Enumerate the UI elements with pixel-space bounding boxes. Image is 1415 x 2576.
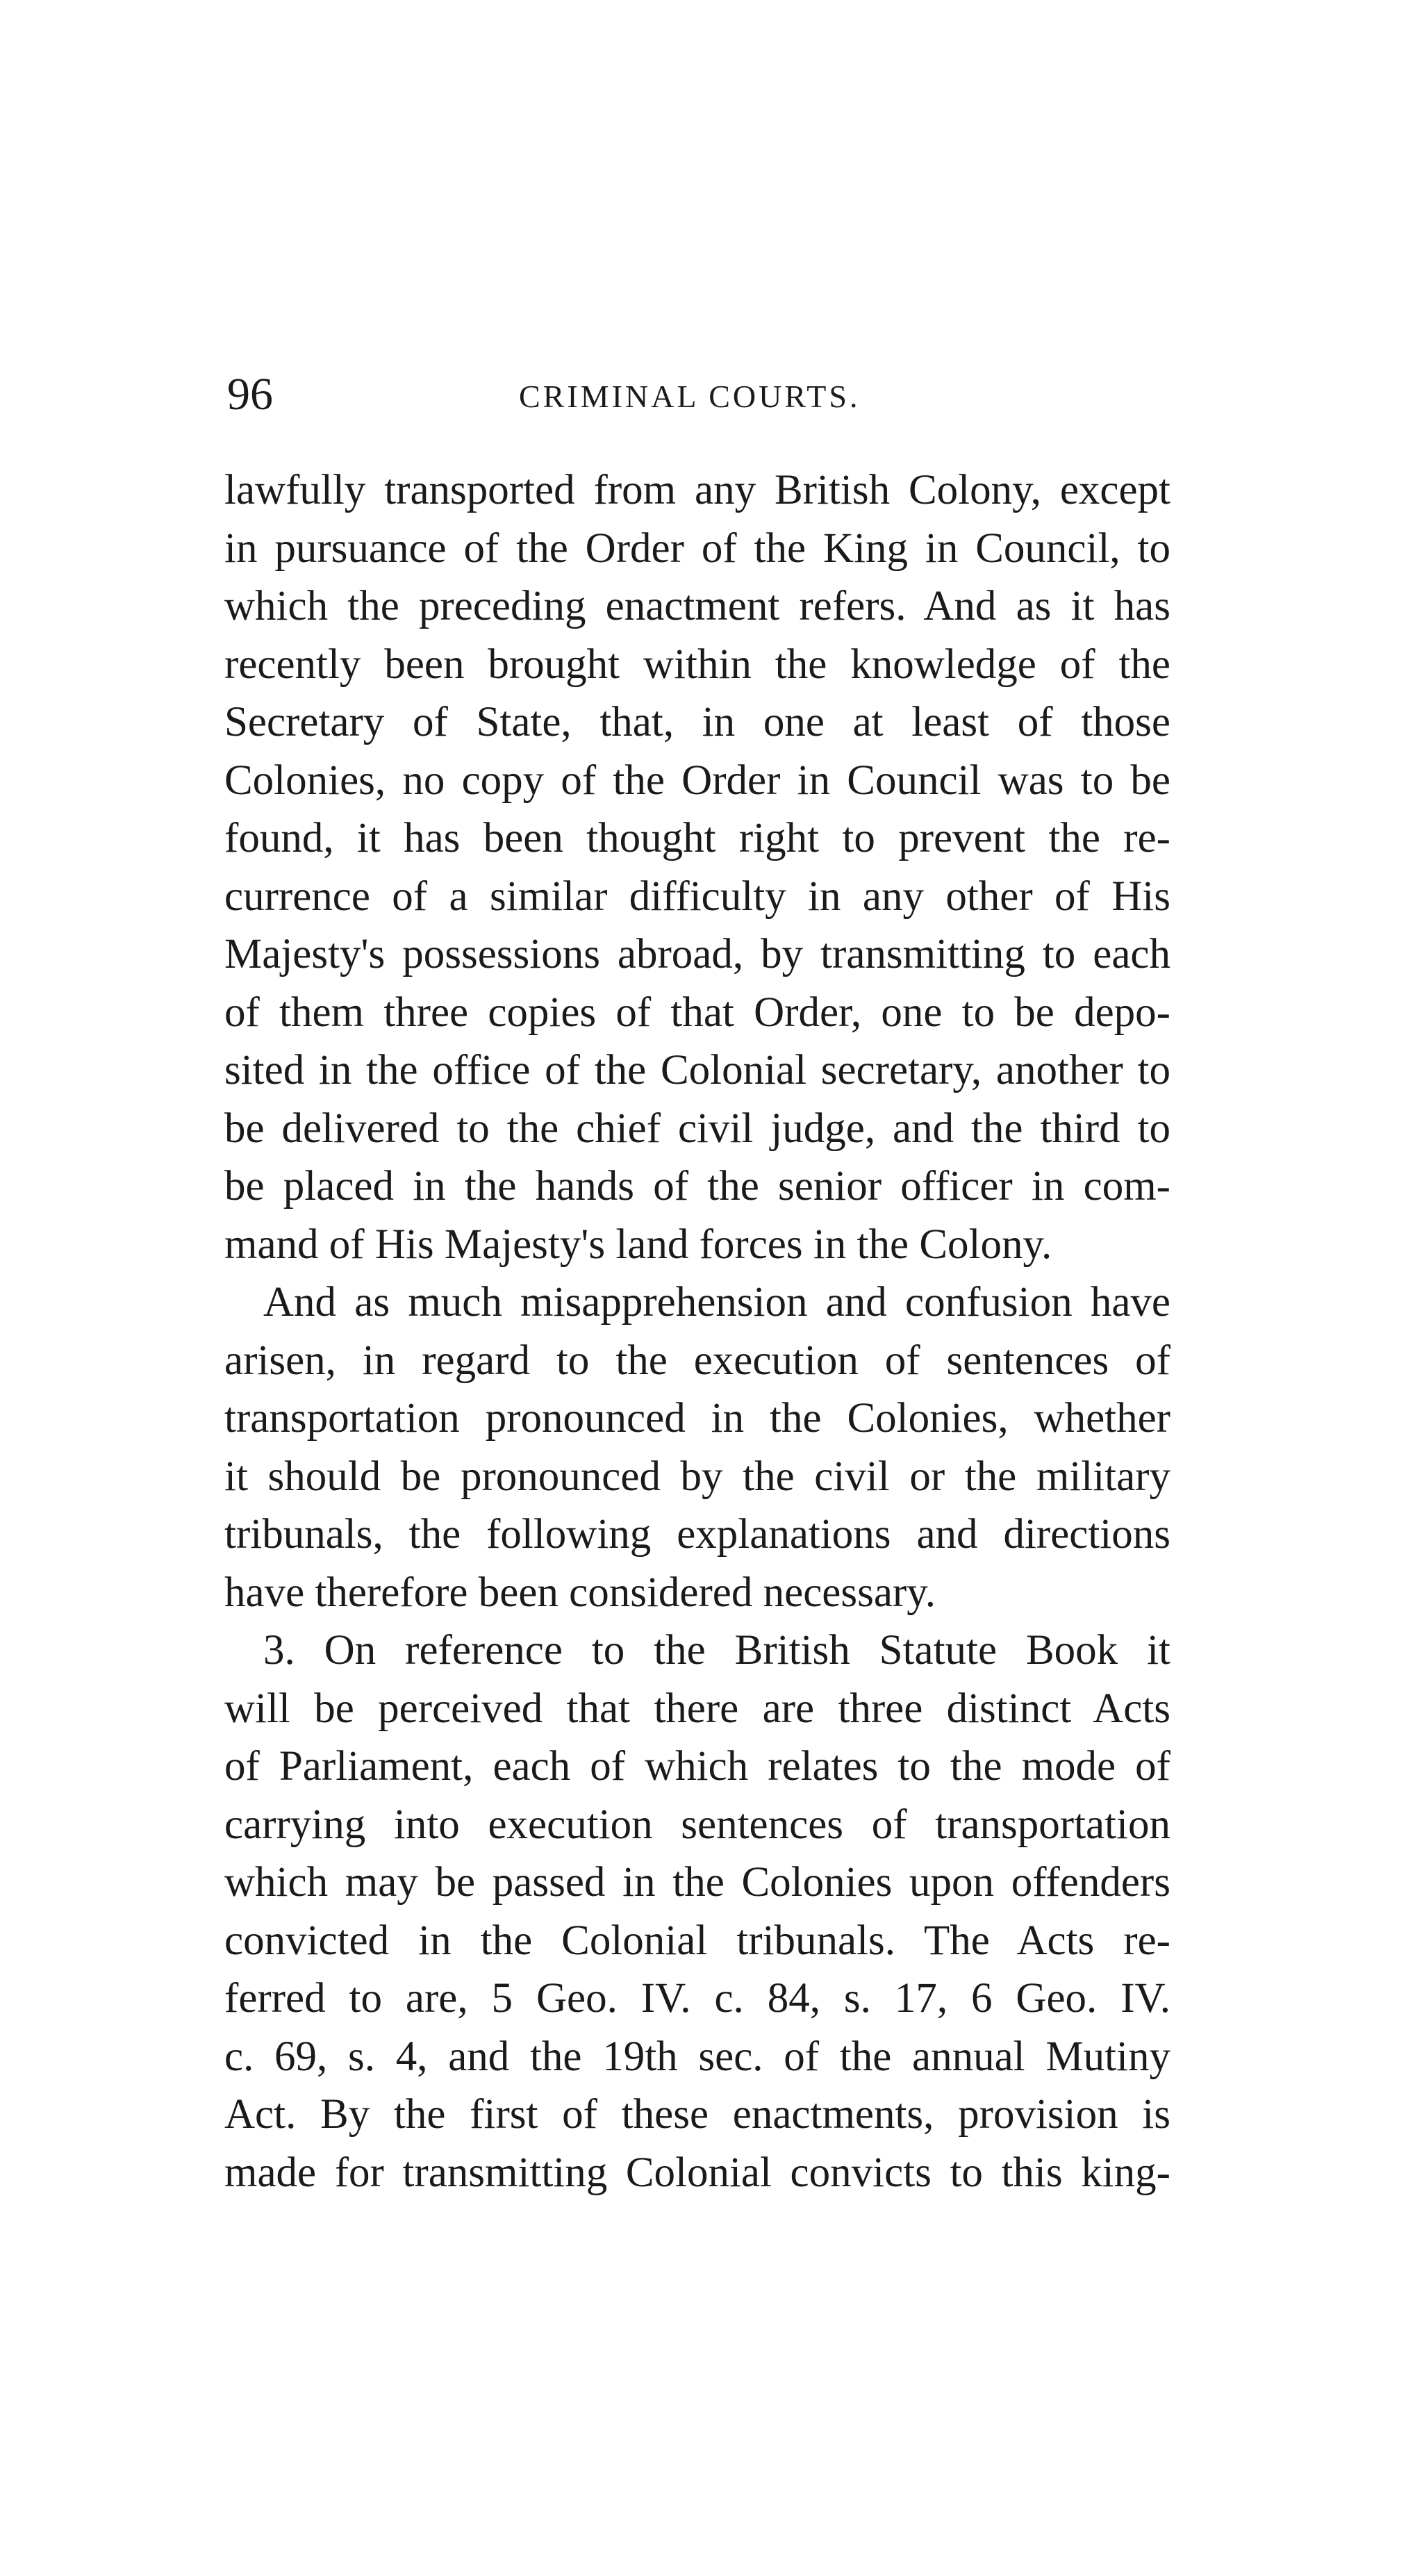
text-line: it should be pronounced by the civil or the military bbox=[224, 1453, 1170, 1500]
text-line: currence of a similar difficulty in any other of His bbox=[224, 873, 1170, 920]
text-line: Majesty's possessions abroad, by transmitting to each bbox=[224, 931, 1170, 977]
text-line: 3. On reference to the British Statute Book it bbox=[263, 1627, 1170, 1674]
page-header bbox=[227, 367, 1170, 422]
text-line: will be perceived that there are three distinct Acts bbox=[224, 1685, 1170, 1732]
body-text bbox=[224, 461, 1170, 2202]
text-line: Act. By the first of these enactments, provision is bbox=[224, 2091, 1170, 2138]
text-line: be placed in the hands of the senior officer in com- bbox=[224, 1163, 1170, 1209]
text-line: And as much misapprehension and confusion have bbox=[263, 1279, 1170, 1326]
text-line: of Parliament, each of which relates to the mode of bbox=[224, 1743, 1170, 1790]
text-line: carrying into execution sentences of transportation bbox=[224, 1801, 1170, 1848]
text-line: in pursuance of the Order of the King in Council, to bbox=[224, 525, 1170, 572]
text-line: c. 69, s. 4, and the 19th sec. of the annual Mutiny bbox=[224, 2033, 1170, 2080]
text-line: be delivered to the chief civil judge, and the third to bbox=[224, 1105, 1170, 1152]
text-line: Colonies, no copy of the Order in Council was to be bbox=[224, 757, 1170, 804]
text-line: tribunals, the following explanations and directions bbox=[224, 1511, 1170, 1558]
text-line: which may be passed in the Colonies upon offenders bbox=[224, 1859, 1170, 1906]
text-line: ferred to are, 5 Geo. IV. c. 84, s. 17, 6 Geo. IV. bbox=[224, 1975, 1170, 2022]
text-line: found, it has been thought right to prevent the re- bbox=[224, 815, 1170, 861]
text-line: mand of His Majesty's land forces in the Colony. bbox=[224, 1221, 1052, 1268]
text-line: arisen, in regard to the execution of sentences of bbox=[224, 1337, 1170, 1384]
page-number: 96 bbox=[227, 369, 273, 420]
running-head: CRIMINAL COURTS. bbox=[519, 379, 861, 414]
text-line: lawfully transported from any British Colony, except bbox=[224, 467, 1170, 513]
text-line: transportation pronounced in the Colonies, whether bbox=[224, 1395, 1170, 1442]
text-line: have therefore been considered necessary. bbox=[224, 1569, 936, 1616]
text-line: Secretary of State, that, in one at least of those bbox=[224, 699, 1170, 745]
text-line: of them three copies of that Order, one to be depo- bbox=[224, 989, 1170, 1036]
text-line: sited in the office of the Colonial secretary, another to bbox=[224, 1047, 1170, 1093]
text-line: convicted in the Colonial tribunals. The Acts re- bbox=[224, 1917, 1170, 1964]
text-line: which the preceding enactment refers. And as it has bbox=[224, 583, 1170, 629]
text-line: recently been brought within the knowledge of the bbox=[224, 641, 1170, 688]
text-line: made for transmitting Colonial convicts to this king- bbox=[224, 2149, 1170, 2196]
